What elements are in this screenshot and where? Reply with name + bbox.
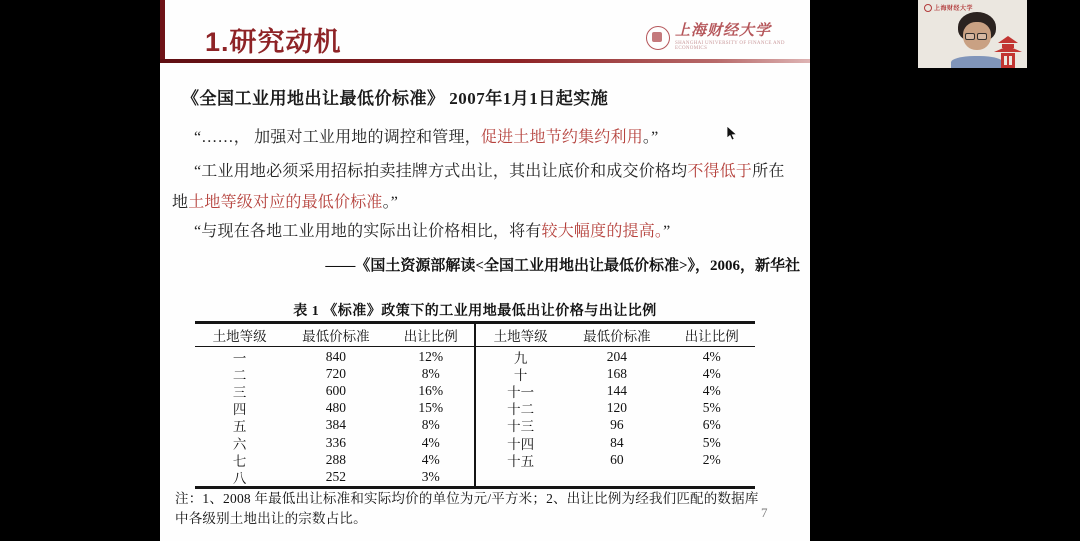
table-cell: 144 (606, 382, 627, 398)
table-cell: 384 (325, 417, 346, 433)
table-cell: 840 (325, 348, 346, 364)
table-cell: 4% (702, 365, 721, 381)
table-cell: 15% (418, 400, 444, 416)
table-cell: 96 (610, 417, 624, 433)
table-cell: 336 (325, 434, 346, 450)
table-row (476, 417, 755, 434)
table-cell: 2% (702, 451, 721, 467)
citation-line: ——《国土资源部解读<全国工业用地出让最低价标准>》，2006，新华社 (325, 258, 800, 274)
university-logo-name: 上海财经大学 (675, 23, 772, 39)
table-row (195, 400, 474, 417)
quote-segment: 所在地 (172, 163, 785, 211)
policy-heading: 《全国工业用地出让最低价标准》 2007年1月1日起实施 (182, 89, 609, 108)
table-right-body (476, 347, 755, 486)
table-left-body (195, 347, 474, 486)
table-cell: 二 (232, 367, 247, 383)
quote-paragraph (172, 156, 792, 218)
table-cell: 六 (232, 436, 247, 452)
table-row (195, 451, 474, 468)
table-title: 表 1 《标准》政策下的工业用地最低出让价格与出让比例 (293, 304, 657, 319)
table-cell: 一 (232, 350, 247, 366)
table-cell: 七 (232, 453, 247, 469)
quote-segment: 。” (382, 194, 399, 211)
col-header-min-price: 最低价标准 (302, 329, 370, 344)
table-header-row (195, 324, 474, 347)
table-cell: 16% (418, 382, 444, 398)
quote-paragraph (172, 122, 792, 153)
table-cell: 12% (418, 348, 444, 364)
table-cell: 120 (606, 400, 627, 416)
table-row (476, 451, 755, 468)
table-cell: 十五 (507, 453, 535, 469)
table-cell: 8% (421, 365, 440, 381)
table-cell: 十四 (507, 436, 535, 452)
col-header-transfer-ratio: 出让比例 (403, 329, 458, 344)
table-row (195, 468, 474, 485)
quote-segment: 。” (642, 129, 659, 146)
quote-segment: 不得低于 (687, 163, 753, 180)
col-header-land-grade: 土地等级 (212, 329, 267, 344)
table-cell: 五 (232, 419, 247, 435)
table-row (195, 434, 474, 451)
table-row (476, 434, 755, 451)
webcam-university-label: 上海财经大学 (934, 6, 974, 12)
table-cell: 4% (702, 382, 721, 398)
table-row (195, 348, 474, 365)
table-cell: 252 (325, 468, 346, 484)
table-cell: 5% (702, 434, 721, 450)
table-right-half (476, 324, 755, 486)
quote-segment: “与现在各地工业用地的实际出让价格相比，将有 (194, 223, 542, 240)
table-cell: 九 (513, 350, 528, 366)
pagoda-decoration-icon (992, 36, 1024, 68)
table-cell: 288 (325, 451, 346, 467)
table-cell: 4% (702, 348, 721, 364)
table-cell: 600 (325, 382, 346, 398)
table-row (195, 417, 474, 434)
col-header-transfer-ratio: 出让比例 (684, 329, 739, 344)
table-row (476, 382, 755, 399)
table-left-half (195, 324, 474, 486)
page-number: 7 (761, 505, 768, 520)
col-header-min-price: 最低价标准 (583, 329, 651, 344)
university-seal-icon (646, 26, 670, 50)
slide-section-title: 1.研究动机 (205, 27, 342, 57)
table-cell: 8% (421, 417, 440, 433)
mouse-cursor (726, 126, 738, 142)
presenter-glasses (965, 33, 989, 40)
table-header-row (476, 324, 755, 347)
table-row (476, 348, 755, 365)
table-cell: 十 (513, 367, 528, 383)
table-cell: 480 (325, 400, 346, 416)
quote-paragraph (172, 216, 792, 247)
table-row (195, 382, 474, 399)
quote-segment: ” (663, 223, 671, 240)
table-row (476, 400, 755, 417)
university-seal-icon (924, 4, 932, 12)
table-cell: 八 (232, 470, 247, 486)
standards-table (195, 321, 755, 489)
table-cell: 四 (232, 402, 247, 418)
presentation-slide (160, 0, 810, 541)
table-cell: 6% (702, 417, 721, 433)
table-row (476, 365, 755, 382)
table-footnote: 注：1、2008 年最低出让标准和实际均价的单位为元/平方米；2、出让比例为经我们匹配的数据库中各级别土地出让的宗数占比。 (175, 491, 759, 526)
table-cell: 204 (606, 348, 627, 364)
table-cell: 60 (610, 451, 624, 467)
table-cell: 十三 (507, 419, 535, 435)
table-cell: 84 (610, 434, 624, 450)
col-header-land-grade: 土地等级 (493, 329, 548, 344)
header-accent-bar (160, 0, 165, 60)
webcam-university-logo (924, 3, 973, 12)
table-cell: 三 (232, 384, 247, 400)
quote-segment: 较大幅度的提高。 (541, 223, 664, 240)
table-row (195, 365, 474, 382)
quote-segment: 促进土地节约集约利用 (480, 129, 643, 146)
table-cell: 十一 (507, 384, 535, 400)
quote-segment: “……， 加强对工业用地的调控和管理， (194, 129, 481, 146)
table-cell: 4% (421, 451, 440, 467)
university-logo (646, 24, 810, 51)
table-cell: 3% (421, 468, 440, 484)
university-logo-caption: SHANGHAI UNIVERSITY OF FINANCE AND ECONOMICS (675, 41, 785, 51)
quote-segment: 土地等级对应的最低价标准 (188, 194, 383, 211)
table-cell: 十二 (507, 402, 535, 418)
table-cell: 4% (421, 434, 440, 450)
table-cell: 720 (325, 365, 346, 381)
table-cell: 168 (606, 365, 627, 381)
quote-segment: “工业用地必须采用招标拍卖挂牌方式出让，其出让底价和成交价格均 (194, 163, 688, 180)
table-cell: 5% (702, 400, 721, 416)
presenter-webcam-tile[interactable] (918, 0, 1027, 68)
header-rule (160, 59, 810, 63)
